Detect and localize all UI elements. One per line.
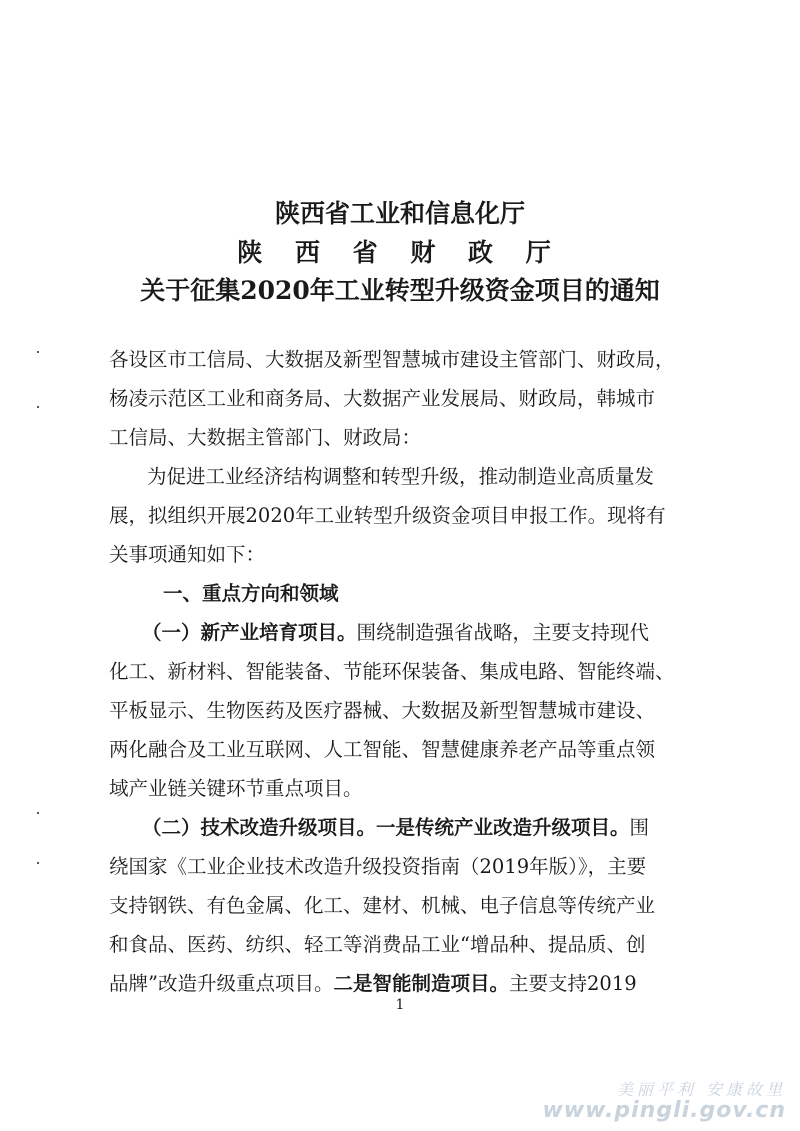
watermark-url: www.pingli.gov.cn [542,1098,786,1123]
binding-mark [37,351,39,353]
para-new-industry-bold: （一）新产业培育项目。 [142,621,357,644]
para-new-industry-line-2: 化工、新材料、智能装备、节能环保装备、集成电路、智能终端、 [109,660,675,683]
para-tech-upgrade-line-5 [109,971,709,997]
title-line-2: 陕 西 省 财 政 厅 [237,238,563,267]
title-line-1: 陕西省工业和信息化厅 [274,199,525,228]
para-new-industry-line-4: 两化融合及工业互联网、人工智能、智慧健康养老产品等重点领 [109,738,656,761]
para-new-industry-line-1-text: 围绕制造强省战略，主要支持现代 [356,621,650,644]
para-tech-upgrade-line-5-bold: 二是智能制造项目。 [333,972,509,995]
para-tech-upgrade-line-5-text-a: 品牌”改造升级重点项目。 [109,972,334,995]
para-tech-upgrade-line-5-text-b: 主要支持2019 [509,972,637,995]
intro-line-1: 为促进工业经济结构调整和转型升级，推动制造业高质量发 [147,465,655,488]
para-tech-upgrade-line-2: 绕国家《工业企业技术改造升级投资指南（2019年版）》，主要 [109,855,647,878]
intro-line-3: 关事项通知如下： [109,543,266,566]
para-new-industry-line-5: 域产业链关键环节重点项目。 [109,777,363,800]
page-number: 1 [395,997,405,1013]
intro-line-2: 展，拟组织开展2020年工业转型升级资金项目申报工作。现将有 [109,504,666,527]
binding-mark [37,406,39,408]
para-tech-upgrade-line-1-text: 围 [629,816,650,839]
binding-mark [37,862,39,864]
binding-mark [37,812,39,814]
salutation-line-1: 各设区市工信局、大数据及新型智慧城市建设主管部门、财政局， [109,348,675,371]
para-tech-upgrade-line-1 [142,815,709,841]
watermark-slogan: 美丽平利 安康故里 [616,1080,786,1099]
para-tech-upgrade-bold-1: （二）技术改造升级项目。 [142,816,377,839]
para-tech-upgrade-line-3: 支持钢铁、有色金属、化工、建材、机械、电子信息等传统产业 [109,894,656,917]
section-heading-1: 一、重点方向和领域 [163,582,339,605]
para-tech-upgrade-line-4: 和食品、医药、纺织、轻工等消费品工业“增品种、提品质、创 [109,933,646,956]
title-line-3: 关于征集2020年工业转型升级资金项目的通知 [140,276,660,305]
para-tech-upgrade-bold-2: 一是传统产业改造升级项目。 [376,816,630,839]
para-new-industry-line-3: 平板显示、生物医药及医疗器械、大数据及新型智慧城市建设、 [109,699,656,722]
salutation-line-2: 杨凌示范区工业和商务局、大数据产业发展局、财政局，韩城市 [109,387,656,410]
para-new-industry-line-1 [142,620,709,646]
salutation-line-3: 工信局、大数据主管部门、财政局： [109,426,422,449]
